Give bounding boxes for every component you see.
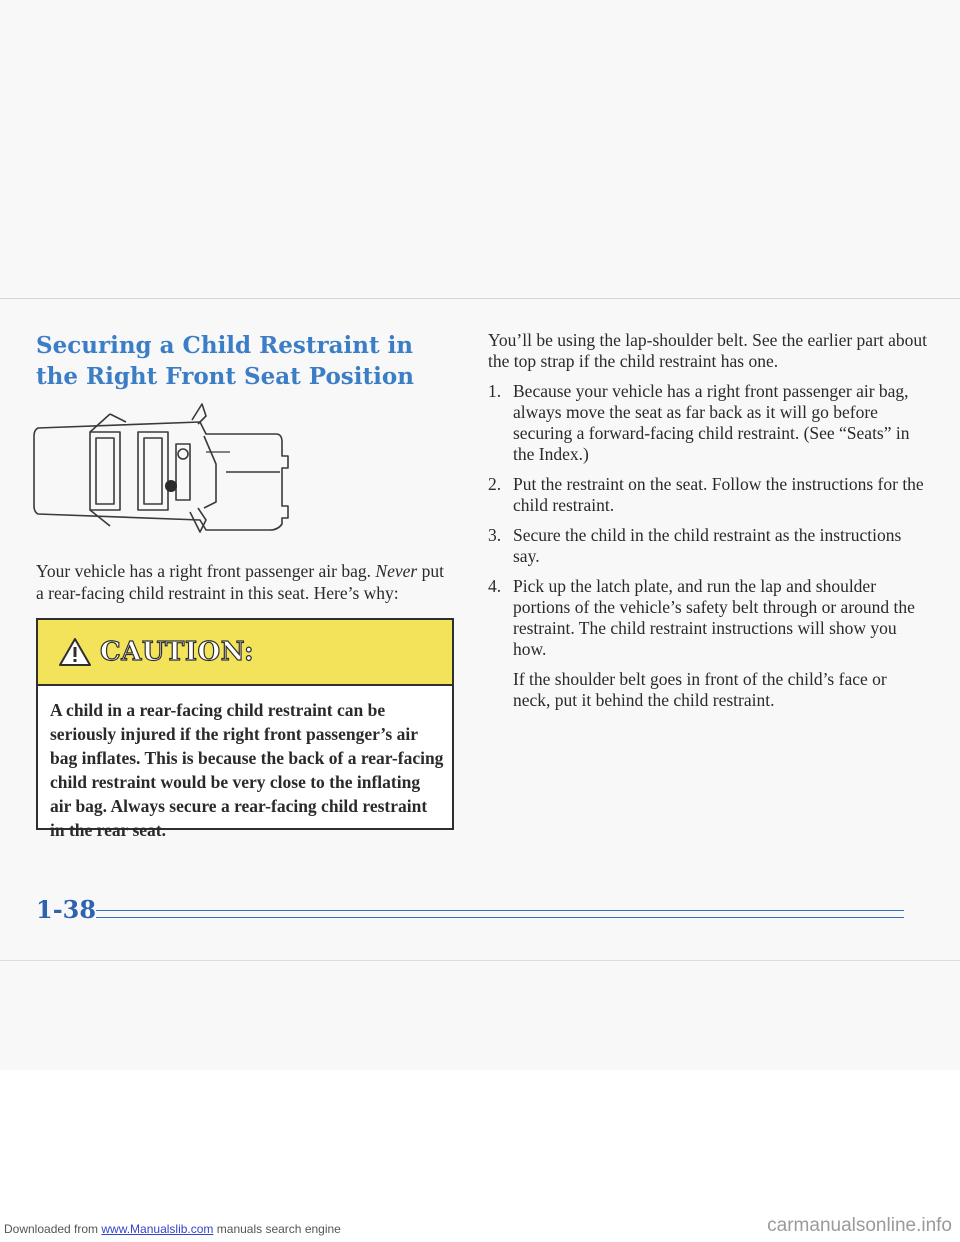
intro-emphasis: Never xyxy=(375,561,418,581)
step-note: If the shoulder belt goes in front of the child’s face or neck, put it behind the child restraint. xyxy=(513,669,887,710)
instruction-steps xyxy=(488,381,928,660)
step-number: 2. xyxy=(488,474,502,494)
instruction-step xyxy=(488,576,928,660)
step-text: Pick up the latch plate, and run the lap and shoulder portions of the vehicle’s safety belt through or around the restraint. The child restraint instructions will show you how. xyxy=(513,576,915,659)
step-number: 3. xyxy=(488,525,502,545)
top-divider xyxy=(0,298,960,299)
download-suffix: manuals search engine xyxy=(213,1222,341,1236)
intro-text-continued: put a rear-facing child restraint in this seat. Here’s why: xyxy=(36,561,444,603)
manualslib-link[interactable]: www.Manualslib.com xyxy=(101,1222,214,1236)
instruction-step xyxy=(488,525,928,567)
step-text: Put the restraint on the seat. Follow the instructions for the child restraint. xyxy=(513,474,924,515)
step-number: 1. xyxy=(488,381,502,401)
instruction-step xyxy=(488,474,928,516)
download-prefix: Downloaded from xyxy=(4,1222,102,1236)
caution-header xyxy=(38,620,452,686)
instruction-step xyxy=(488,381,928,465)
watermark: carmanualsonline.info xyxy=(767,1215,952,1236)
download-note xyxy=(4,1222,341,1236)
page-number: 1-38 xyxy=(36,895,97,924)
bottom-divider xyxy=(0,960,960,961)
footer-rule xyxy=(96,910,904,918)
intro-paragraph xyxy=(36,560,456,604)
step-number: 4. xyxy=(488,576,502,596)
intro-text: Your vehicle has a right front passenger air bag. xyxy=(36,561,376,581)
section-heading: Securing a Child Restraint in the Right Front Seat Position xyxy=(36,332,414,390)
instructions-column xyxy=(488,330,928,711)
instructions-intro: You’ll be using the lap-shoulder belt. See the earlier part about the top strap if the child restraint has one. xyxy=(488,330,928,371)
warning-triangle-icon xyxy=(58,637,92,667)
vehicle-top-view-diagram-icon xyxy=(30,394,300,544)
caution-label: CAUTION: xyxy=(100,637,255,667)
step-text: Because your vehicle has a right front passenger air bag, always move the seat as far back as it will go before securing a forward-facing child restraint. (See “Seats” in the Index.) xyxy=(513,381,910,464)
step-text: Secure the child in the child restraint as the instructions say. xyxy=(513,525,902,566)
caution-text: A child in a rear-facing child restraint can be seriously injured if the right front passenger’s air bag inflates. This is because the back of a rear-facing child restraint would be very close to the inflating air bag. Always secure a rear-facing child restraint in the rear seat. xyxy=(50,700,444,840)
caution-box xyxy=(36,618,454,840)
